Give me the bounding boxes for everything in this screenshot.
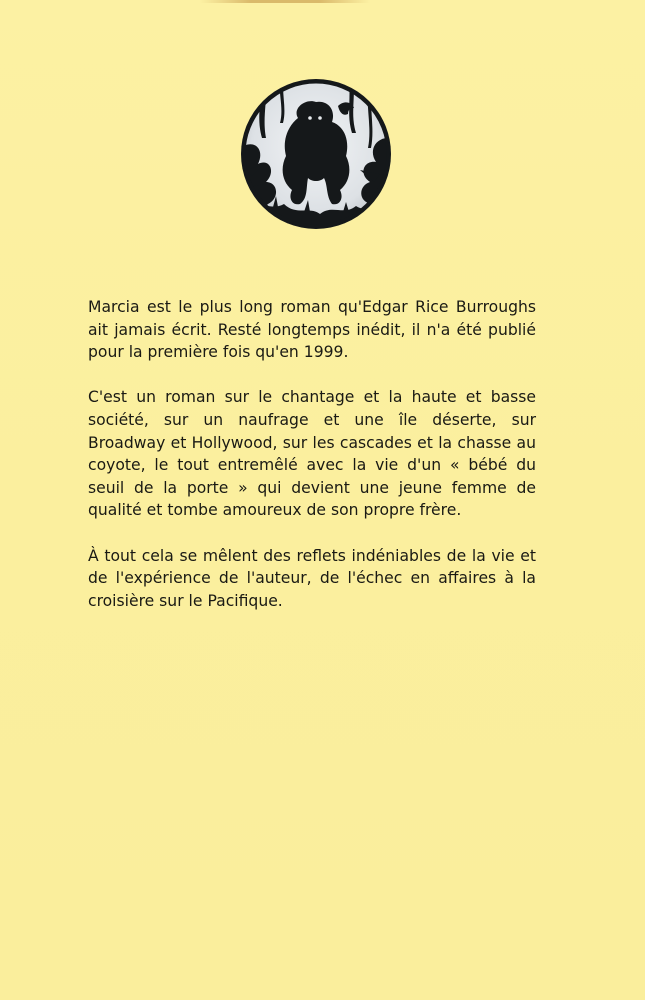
synopsis-text: [88, 296, 536, 635]
top-edge-shadow: [200, 0, 370, 3]
gorilla-in-jungle-silhouette-icon: [240, 78, 392, 230]
synopsis-paragraph-2: C'est un roman sur le chantage et la haute et basse société, sur un naufrage et une île déserte, sur Broadway et Hollywood, sur les cascades et la chasse au coyote, le tout entremêlé avec la vie d'un « bébé du seuil de la porte » qui devient une jeune femme de qualité et tombe amoureux de son propre frère.: [88, 388, 536, 520]
synopsis-paragraph-3: À tout cela se mêlent des reflets indéniables de la vie et de l'expérience de l'auteur, de l'échec en affaires à la croisière sur le Pacifique.: [88, 546, 536, 610]
synopsis-paragraph-1: Marcia est le plus long roman qu'Edgar Rice Burroughs ait jamais écrit. Resté longtemps inédit, il n'a été publié pour la première fois qu'en 1999.: [88, 298, 536, 362]
